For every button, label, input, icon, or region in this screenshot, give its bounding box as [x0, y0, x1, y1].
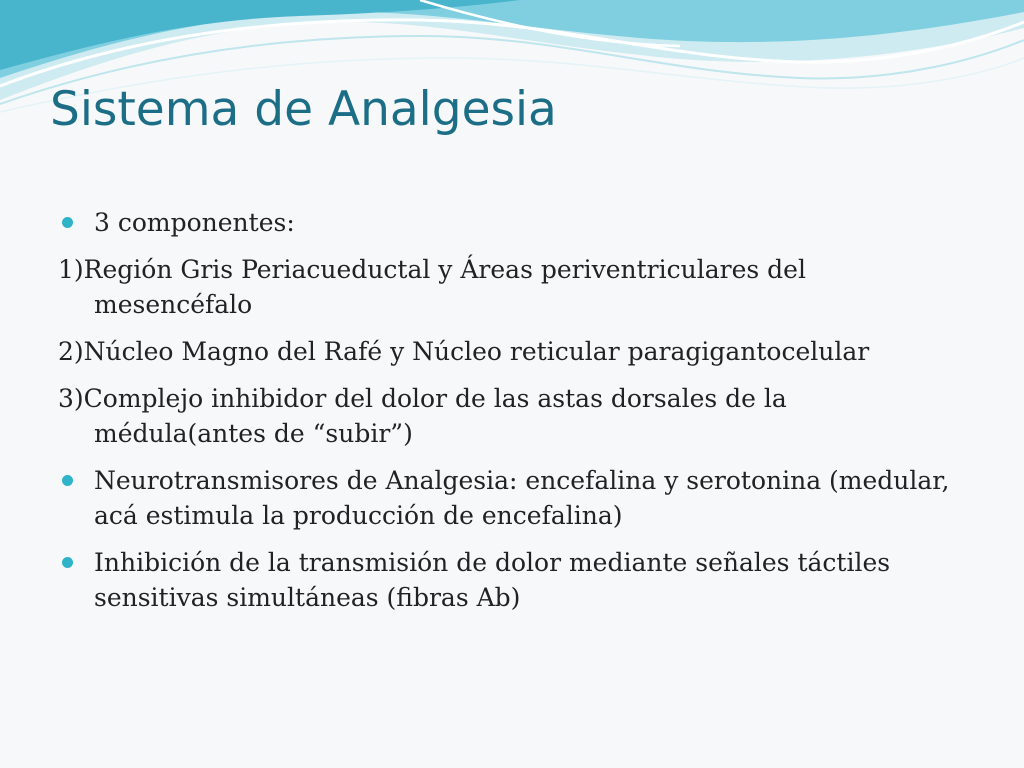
numbered-item [58, 252, 958, 322]
bullet-item [58, 463, 958, 533]
numbered-text: 1)Región Gris Periacueductal y Áreas periventriculares del mesencéfalo [58, 255, 806, 319]
numbered-text: 3)Complejo inhibidor del dolor de las astas dorsales de la médula(antes de “subir”) [58, 384, 787, 448]
numbered-item [58, 334, 958, 369]
slide-body [58, 205, 958, 627]
bullet-dot-icon [62, 557, 73, 568]
bullet-text: 3 componentes: [94, 208, 295, 237]
bullet-dot-icon [62, 217, 73, 228]
bullet-text: Inhibición de la transmisión de dolor mediante señales táctiles sensitivas simultáneas (fibras Ab) [94, 548, 891, 612]
numbered-item [58, 381, 958, 451]
slide-title: Sistema de Analgesia [50, 82, 557, 137]
numbered-text: 2)Núcleo Magno del Rafé y Núcleo reticular paragigantocelular [58, 337, 870, 366]
bullet-text: Neurotransmisores de Analgesia: encefalina y serotonina (medular, acá estimula la producción de encefalina) [94, 466, 950, 530]
bullet-item [58, 545, 958, 615]
bullet-item [58, 205, 958, 240]
bullet-dot-icon [62, 475, 73, 486]
